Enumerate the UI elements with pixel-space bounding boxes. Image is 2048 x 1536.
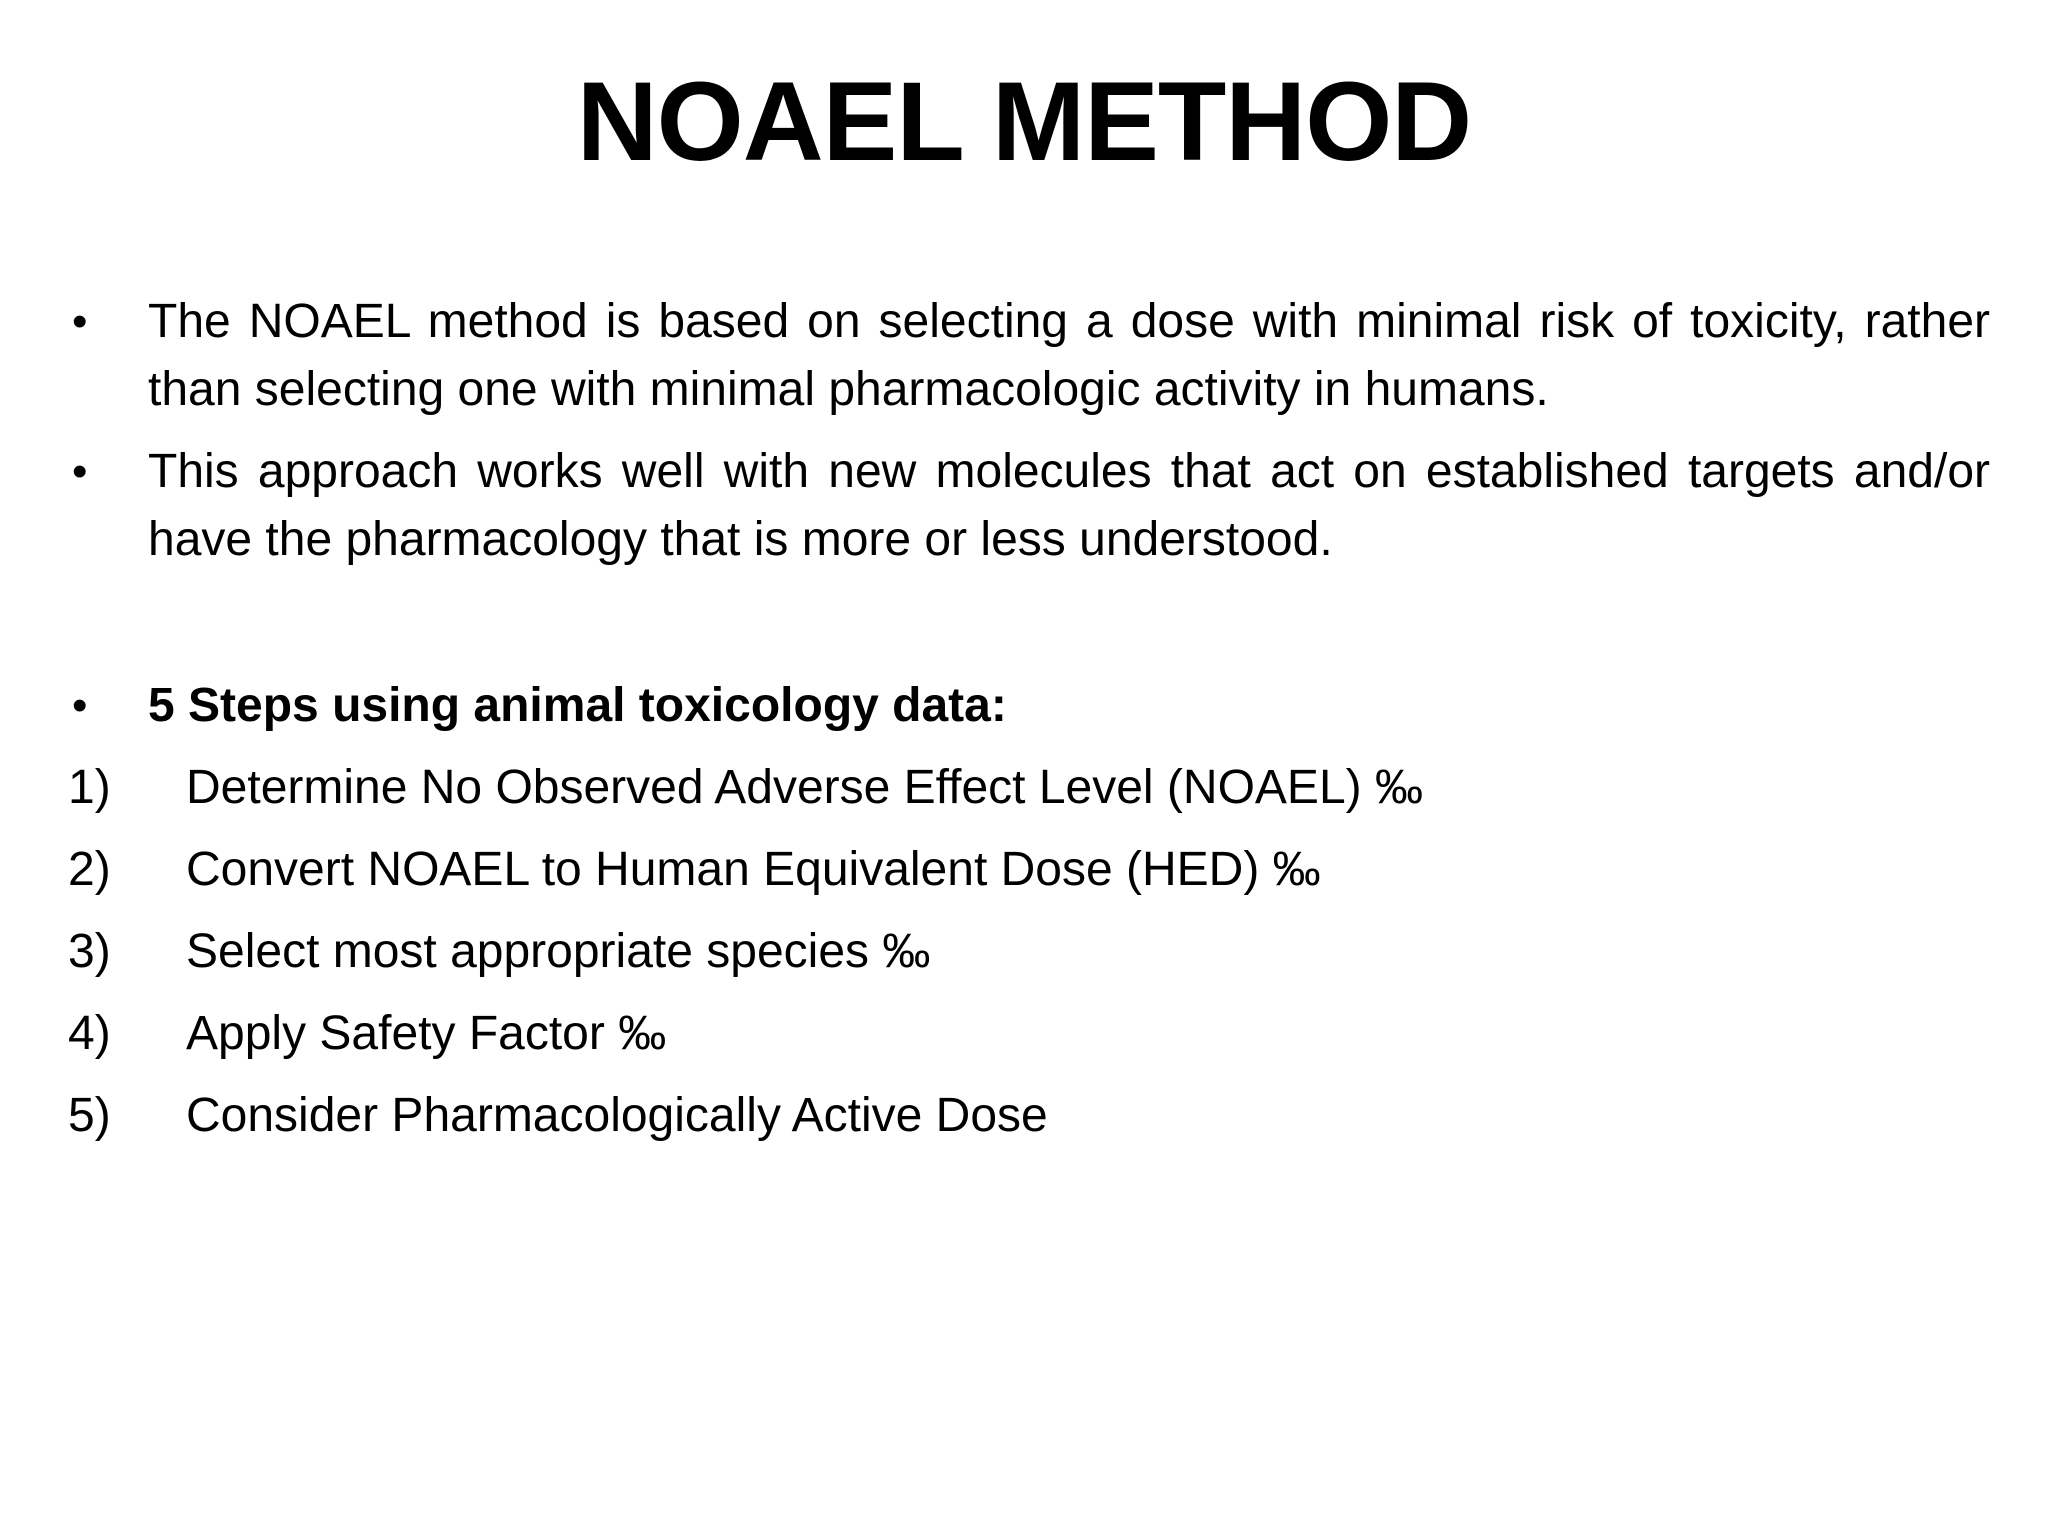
bullet-item	[68, 438, 1990, 574]
slide-title: NOAEL METHOD	[576, 59, 1472, 184]
step-text: Consider Pharmacologically Active Dose	[186, 1089, 1048, 1142]
step-number: 4)	[68, 1007, 111, 1060]
bullet-item	[68, 288, 1990, 424]
step-text: Convert NOAEL to Human Equivalent Dose (HED) ‰	[186, 843, 1321, 896]
step-number: 5)	[68, 1089, 111, 1142]
step-number: 2)	[68, 843, 111, 896]
step-text: Apply Safety Factor ‰	[186, 1007, 667, 1060]
bullet-list	[68, 288, 1990, 588]
step-number: 1)	[68, 761, 111, 814]
steps-heading-text: 5 Steps using animal toxicology data:	[148, 679, 1007, 732]
steps-heading	[68, 672, 1007, 740]
step-text: Select most appropriate species ‰	[186, 925, 931, 978]
bullet-dot-icon: •	[72, 447, 88, 496]
step-number: 3)	[68, 925, 111, 978]
step-text: Determine No Observed Adverse Effect Level (NOAEL) ‰	[186, 761, 1423, 814]
bullet-text: The NOAEL method is based on selecting a dose with minimal risk of toxicity, rather than selecting one with minimal pharmacologic activity in humans.	[148, 295, 1990, 416]
bullet-dot-icon: •	[72, 681, 88, 730]
bullet-dot-icon: •	[72, 297, 88, 346]
bullet-text: This approach works well with new molecules that act on established targets and/or have the pharmacology that is more or less understood.	[148, 445, 1990, 566]
